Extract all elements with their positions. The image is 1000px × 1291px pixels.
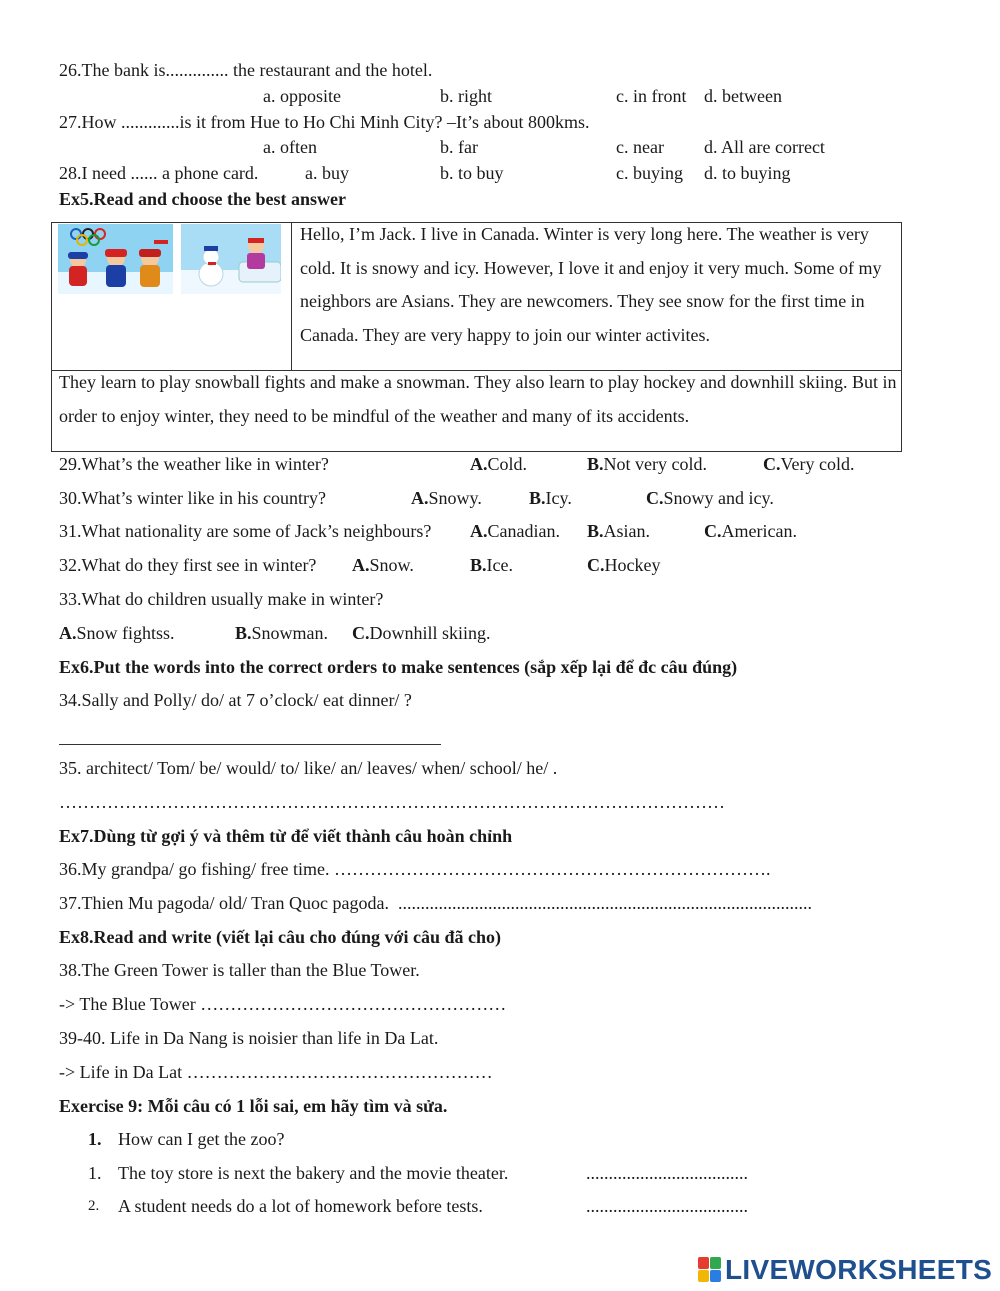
ex9-item-number: 1. (88, 1163, 102, 1183)
logo-text: LIVEWORKSHEETS (725, 1254, 993, 1285)
ex8-title: Ex8.Read and write (viết lại câu cho đúng với câu đã cho) (59, 927, 501, 947)
q31-option-b: B.Asian. (587, 521, 651, 541)
q27-option-c: c. near (616, 137, 664, 157)
q26-option-c: c. in front (616, 86, 687, 106)
q29-option-b: B.Not very cold. (587, 454, 707, 474)
q30-stem: 30.What’s winter like in his country? (59, 488, 326, 508)
q35-prompt: 35. architect/ Tom/ be/ would/ to/ like/ an/ leaves/ when/ school/ he/ . (59, 758, 558, 778)
ex6-title: Ex6.Put the words into the correct orders to make sentences (sắp xếp lại để đc câu đúng) (59, 657, 738, 677)
q38-answer[interactable]: -> The Blue Tower …………………………………………… (59, 994, 507, 1014)
ex7-title: Ex7.Dùng từ gợi ý và thêm từ để viết thành câu hoàn chỉnh (59, 826, 513, 846)
snowman-image (181, 224, 281, 294)
q28-option-a: a. buy (305, 163, 349, 183)
q34-answer-line[interactable] (59, 744, 441, 745)
passage-divider-vertical (291, 222, 292, 371)
q31-stem: 31.What nationality are some of Jack’s neighbours? (59, 521, 432, 541)
ex9-item-number: 2. (88, 1198, 100, 1214)
q38-prompt: 38.The Green Tower is taller than the Blue Tower. (59, 960, 420, 980)
ex9-item-text: How can I get the zoo? (118, 1129, 285, 1149)
ex9-title: Exercise 9: Mỗi câu có 1 lỗi sai, em hãy tìm và sửa. (59, 1096, 448, 1116)
q39-prompt: 39-40. Life in Da Nang is noisier than life in Da Lat. (59, 1028, 439, 1048)
q27-stem: 27.How .............is it from Hue to Ho Chi Minh City? –It’s about 800kms. (59, 112, 590, 132)
q33-stem: 33.What do children usually make in winter? (59, 589, 384, 609)
q27-option-b: b. far (440, 137, 478, 157)
q31-option-c: C.American. (704, 521, 797, 541)
q28-stem: 28.I need ...... a phone card. (59, 163, 259, 183)
q32-option-a: A.Snow. (352, 555, 414, 575)
passage-text-part1: Hello, I’m Jack. I live in Canada. Winter is very long here. The weather is very cold. It is snowy and icy. However, I love it and enjoy it very much. Some of my neighbors are Asians. They are newcomers. They see snow for the first time in Canada. They are very happy to join our winter activites. (300, 224, 882, 345)
q39-answer[interactable]: -> Life in Da Lat …………………………………………… (59, 1062, 493, 1082)
q35-answer-blank[interactable]: ………………………………………………………………………………………………… (59, 792, 725, 812)
q27-option-a: a. often (263, 137, 317, 157)
q26-option-d: d. between (704, 86, 782, 106)
q37-prompt: 37.Thien Mu pagoda/ old/ Tran Quoc pagoda. ............................................................................................ (59, 893, 812, 913)
q30-option-c: C.Snowy and icy. (646, 488, 774, 508)
ex9-item-blank[interactable]: .................................... (586, 1163, 748, 1183)
ex9-item-number: 1. (88, 1129, 102, 1149)
liveworksheets-logo-icon (698, 1257, 722, 1283)
q34-prompt: 34.Sally and Polly/ do/ at 7 o’clock/ eat dinner/ ? (59, 690, 412, 710)
q29-option-a: A.Cold. (470, 454, 528, 474)
ex9-item-blank[interactable]: .................................... (586, 1196, 748, 1216)
ex5-title: Ex5.Read and choose the best answer (59, 189, 347, 209)
q36-prompt: 36.My grandpa/ go fishing/ free time. ………………………………………………………………. (59, 859, 771, 879)
q33-option-a: A.Snow fightss. (59, 623, 175, 643)
q26-option-a: a. opposite (263, 86, 341, 106)
q30-option-b: B.Icy. (529, 488, 572, 508)
q30-option-a: A.Snowy. (411, 488, 482, 508)
q29-option-c: C.Very cold. (763, 454, 855, 474)
q26-stem: 26.The bank is.............. the restaurant and the hotel. (59, 60, 433, 80)
q33-option-c: C.Downhill skiing. (352, 623, 491, 643)
hockey-players-image (58, 224, 173, 294)
passage-text-part2: They learn to play snowball fights and make a snowman. They also learn to play hockey and downhill skiing. But in order to enjoy winter, they need to be mindful of the weather and many of its accidents. (59, 372, 897, 426)
q29-stem: 29.What’s the weather like in winter? (59, 454, 329, 474)
q32-stem: 32.What do they first see in winter? (59, 555, 317, 575)
q31-option-a: A.Canadian. (470, 521, 560, 541)
q32-option-b: B.Ice. (470, 555, 513, 575)
q27-option-d: d. All are correct (704, 137, 825, 157)
ex9-item-text: The toy store is next the bakery and the movie theater. (118, 1163, 509, 1183)
liveworksheets-logo (698, 1254, 992, 1286)
q26-option-b: b. right (440, 86, 492, 106)
q28-option-d: d. to buying (704, 163, 791, 183)
q28-option-c: c. buying (616, 163, 683, 183)
q28-option-b: b. to buy (440, 163, 504, 183)
q32-option-c: C.Hockey (587, 555, 661, 575)
ex9-item-text: A student needs do a lot of homework before tests. (118, 1196, 483, 1216)
q33-option-b: B.Snowman. (235, 623, 329, 643)
